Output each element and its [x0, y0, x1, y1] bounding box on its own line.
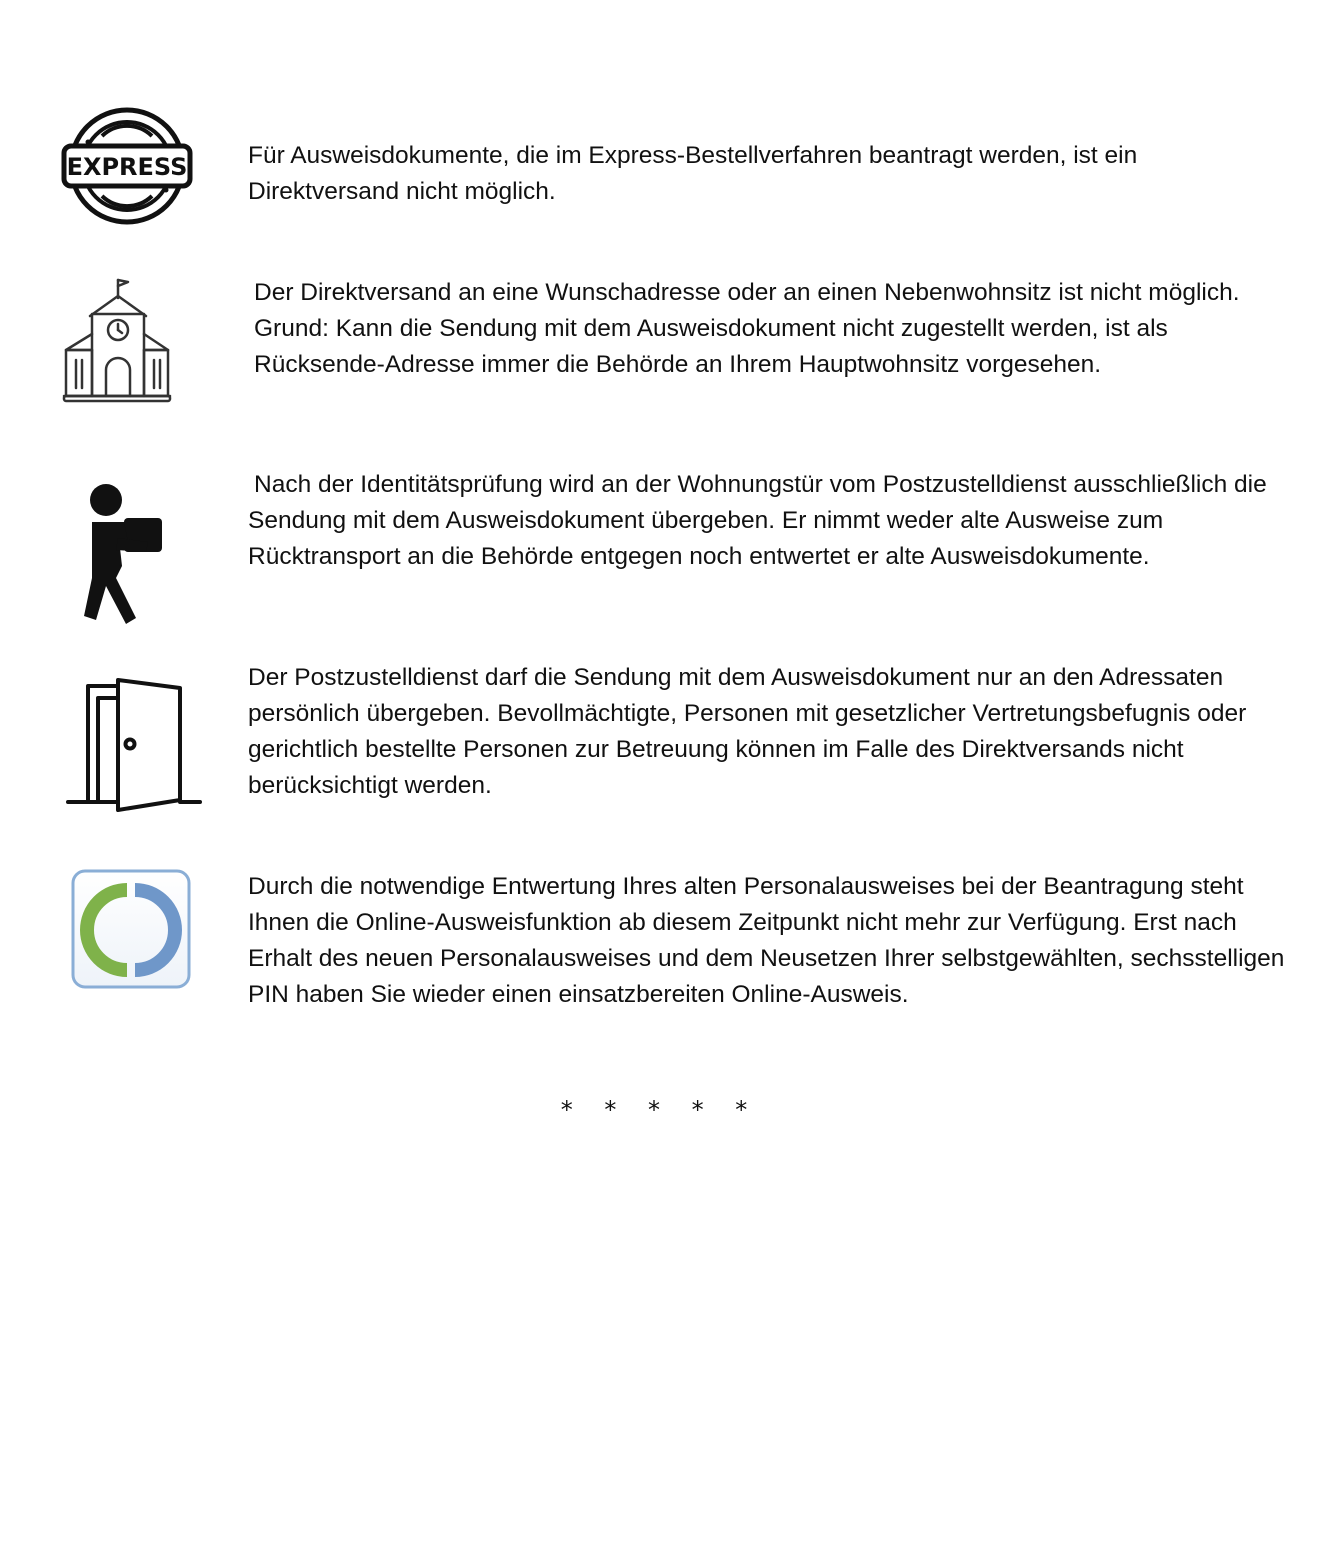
zustellung-note: Der Postzustelldienst darf die Sendung mit dem Ausweisdokument nur an den Adressaten persönlich übergeben. Bevollmächtigte, Personen mit gesetzlicher Vertretungsbefugnis oder gerichtlich bestellte Personen zur Betreuung können im Falle des Direktversands nicht berücksichtigt werden.: [248, 664, 1247, 799]
town-hall-icon: [62, 276, 172, 404]
online-ausweis-icon: [70, 868, 192, 992]
delivery-person-icon: [72, 482, 168, 628]
express-stamp-icon: [60, 104, 194, 228]
section-separator: * * * * *: [560, 1096, 760, 1124]
open-door-icon: [66, 676, 202, 814]
wunschadresse-note: Der Direktversand an eine Wunschadresse oder an einen Nebenwohnsitz ist nicht möglich. Grund: Kann die Sendung mit dem Ausweisdokument nicht zugestellt werden, ist als Rücksende-Adresse immer die Behörde an Ihrem Hauptwohnsitz vorgesehen.: [254, 279, 1240, 378]
identitaet-note: Nach der Identitätsprüfung wird an der Wohnungstür vom Postzustelldienst ausschließlich die Sendung mit dem Ausweisdokument übergeben. Er nimmt weder alte Ausweise zum Rücktransport an die Behörde entgegen noch entwertet er alte Ausweisdokumente.: [248, 471, 1267, 570]
express-note: Für Ausweisdokumente, die im Express-Bestellverfahren beantragt werden, ist ein Direktversand nicht möglich.: [248, 142, 1138, 205]
online-ausweis-note: Durch die notwendige Entwertung Ihres alten Personalausweises bei der Beantragung steht Ihnen die Online-Ausweisfunktion ab diesem Zeitpunkt nicht mehr zur Verfügung. Erst nach Erhalt des neuen Personalausweises und dem Neusetzen Ihrer selbstgewählten, sechsstelligen PIN haben Sie wieder einen einsatzbereiten Online-Ausweis.: [248, 873, 1285, 1008]
express-stamp-label: EXPRESS: [66, 153, 188, 181]
